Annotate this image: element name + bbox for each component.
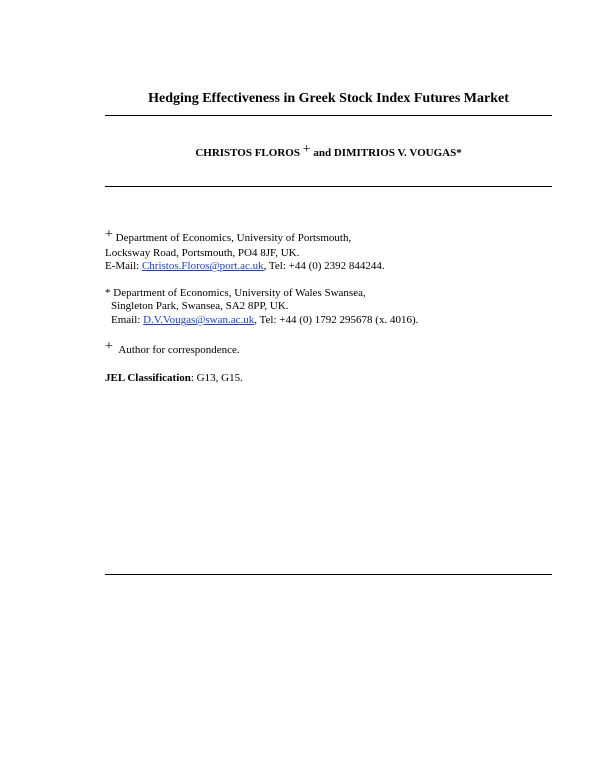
- correspondence-note-mark: +: [105, 339, 113, 354]
- correspondence-note: [105, 339, 240, 357]
- affiliation-1-mark: +: [105, 227, 113, 242]
- affiliation-1-email-link[interactable]: Christos.Floros@port.ac.uk: [141, 260, 264, 272]
- paper-title: Hedging Effectiveness in Greek Stock Index Futures Market: [148, 91, 509, 106]
- affiliation-2-tel: , Tel: +44 (0) 1792 295678 (x. 4016).: [254, 314, 419, 326]
- affiliation-1-email-label: E-Mail:: [105, 260, 142, 272]
- affiliation-2-email-label: Email:: [111, 314, 144, 326]
- affiliation-2-dept: * Department of Economics, University of Wales Swansea,: [105, 287, 366, 299]
- correspondence-mark: +: [302, 142, 311, 157]
- jel-label: JEL Classification: [105, 372, 191, 384]
- jel-value: : G13, G15.: [190, 372, 243, 384]
- affiliation-1-contact: [105, 260, 385, 273]
- affiliation-1-line-1: [105, 227, 352, 245]
- affiliation-2-email-link[interactable]: D.V.Vougas@swan.ac.uk: [143, 314, 255, 326]
- correspondence-note-text: Author for correspondence.: [118, 344, 240, 356]
- affiliation-2-contact: [111, 314, 418, 327]
- affiliation-1-address: Locksway Road, Portsmouth, PO4 8JF, UK.: [105, 247, 300, 259]
- affiliation-1-dept: Department of Economics, University of Portsmouth,: [115, 232, 352, 244]
- author-1-name: CHRISTOS FLOROS: [195, 147, 300, 159]
- title-rule: [105, 115, 552, 116]
- footer-rule: [105, 574, 552, 575]
- author-line: [105, 142, 552, 161]
- jel-classification: [105, 372, 243, 385]
- authors-rule: [105, 186, 552, 187]
- affiliation-1-tel: , Tel: +44 (0) 2392 844244.: [263, 260, 385, 272]
- author-2-name: and DIMITRIOS V. VOUGAS*: [313, 147, 462, 159]
- affiliation-2-address: Singleton Park, Swansea, SA2 8PP, UK.: [111, 300, 289, 312]
